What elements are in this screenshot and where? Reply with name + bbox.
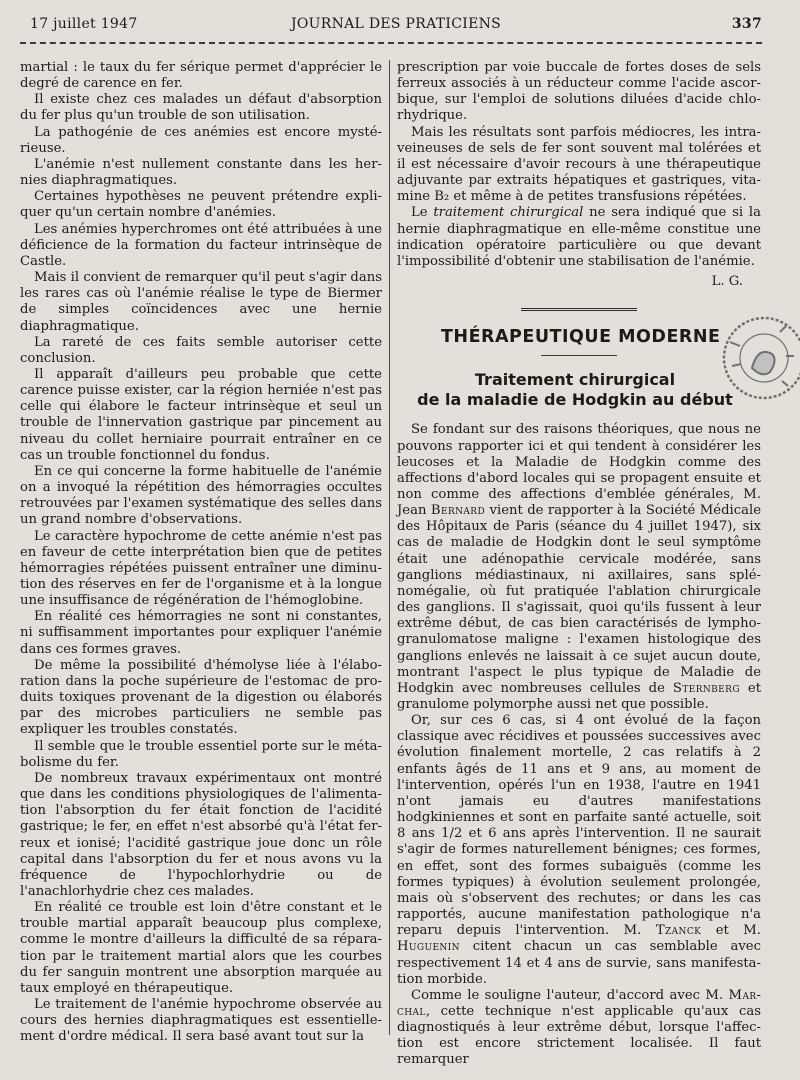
- paragraph: martial : le taux du fer sérique permet d'apprécier le degré de carence en fer.: [20, 60, 382, 92]
- paragraph: Mais il convient de remarquer qu'il peut s'agir dans les rares cas où l'anémie réalise le type de Biermer de simples coïncidences avec une hernie diaphragmatique.: [20, 270, 382, 334]
- text-run: , cette technique n'est applicable qu'aux cas diagnostiqués à leur extrême début, lorsque l'affection est encore strictement localisée. Il faut remarquer: [397, 1003, 761, 1068]
- paragraph: Il existe chez ces malades un défaut d'absorption du fer plus qu'un trouble de son utilisation.: [20, 92, 382, 124]
- page-header: [30, 16, 762, 38]
- author-name: Tzanck: [655, 923, 702, 939]
- text-run: vient de rapporter à la Société Médicale des Hôpitaux de Paris (séance du 4 juillet 1947), six cas de maladie de Hodgkin dont le seul symptôme était une adénopathie cervicale modérée, sans ganglions médiastinaux, ni axillaires, sans splénomégalie, où fut pratiquée l'ablation chirurgicale des ganglions. Il s'agissait, quoi qu'ils fussent à leur extrême début, de cas bien caractérisés de lymphogranulomatose maligne : l'examen histologique des ganglions enlevés ne laissait à ce sujet aucun doute, montrant l'aspect le plus typique de Maladie de Hodgkin avec nombreuses cellules de: [397, 503, 761, 696]
- paragraph: prescription par voie buccale de fortes doses de sels ferreux associés à un réducteur comme l'acide ascorbique, sur l'emploi de solutions diluées d'acide chlorhydrique.: [397, 60, 761, 124]
- column-divider: [389, 60, 390, 1035]
- paragraph: Le caractère hypochrome de cette anémie n'est pas en faveur de cette interprétation bien que de petites hémorragies répétées puissent entraîner une diminution des réserves en fer de l'organisme et à la longue une insuffisance de régénération de l'hémoglobine.: [20, 528, 382, 609]
- left-column: [20, 60, 382, 1046]
- paragraph: La pathogénie de ces anémies est encore mystérieuse.: [20, 124, 382, 156]
- article-title-line: de la maladie de Hodgkin au début: [417, 390, 733, 410]
- text-run: Le: [411, 205, 434, 221]
- paragraph: De même la possibilité d'hémolyse liée à l'élaboration dans la poche supérieure de l'estomac de produits toxiques provenant de la digestion ou élaborés par des microbes particuliers ne semble pas expliquer les troubles constatés.: [20, 657, 382, 738]
- paragraph: Le traitement de l'anémie hypochrome observée au cours des hernies diaphragmatiques est essentiellement d'ordre médical. Il sera basé avant tout sur la: [20, 997, 382, 1045]
- section-underline: [541, 355, 617, 356]
- article-paragraph: [397, 713, 761, 988]
- article-paragraph: [397, 422, 761, 713]
- article-title: [397, 370, 761, 410]
- author-signature: L. G.: [711, 274, 743, 290]
- text-run: Or, sur ces 6 cas, si 4 ont évolué de la façon classique avec récidives et poussées successives avec évolution finalement mortelle, 2 cas relatifs à 2 enfants âgés de 11 ans et 9 ans, au moment de l'intervention, opérés l'un en 1938, l'autre en 1941 n'ont jamais eu d'autres manifestations hodgkiniennes et sont en parfaite santé actuelle, soit 8 ans 1/2 et 6 ans après l'intervention. Il ne saurait s'agir de formes naturellement bénignes; ces formes, en effet, sont des formes subaiguës (comme les formes typiques) à évolution seulement prolongée, mais où s'observent des rechutes; or dans les cas rapportés, aucune manifestation pathologique n'a reparu depuis l'intervention. M.: [397, 713, 761, 939]
- paragraph: En réalité ce trouble est loin d'être constant et le trouble martial apparaît beaucoup plus complexe, comme le montre d'ailleurs la difficulté de sa réparation par le traitement martial alors que les courbes du fer sanguin montrent une absorption marquée au taux employé en thérapeutique.: [20, 900, 382, 996]
- text-run: ne sera indiqué que si la hernie diaphragmatique en elle-même constitue une indication opératoire particulière ou que devant l'impossibilité d'obtenir une stabilisation de l'anémie.: [397, 205, 761, 269]
- text-run: Se fondant sur des raisons théoriques, que nous ne pouvons rapporter ici et qui tendent à considérer les leucoses et la Maladie de Hodgkin comme des affections d'abord locales qui se propagent ensuite et non comme des affections d'emblée générales, M. Jean: [397, 422, 761, 519]
- paragraph-surgical-treatment: [397, 205, 761, 270]
- paragraph: Il semble que le trouble essentiel porte sur le métabolisme du fer.: [20, 738, 382, 770]
- author-name: Sternberg: [672, 680, 740, 696]
- author-name: Huguenin: [397, 939, 460, 955]
- paragraph: Les anémies hyperchromes ont été attribuées à une déficience de la formation du facteur intrinsèque de Castle.: [20, 221, 382, 269]
- right-column: [397, 60, 761, 1069]
- paragraph: Il apparaît d'ailleurs peu probable que cette carence puisse exister, car la région herniée n'est pas celle qui élabore le facteur intrinsèque et seul un trouble de l'innervation gastrique par pincement au niveau du collet herniaire pourrait entraîner en ce cas un trouble fonctionnel du fondus.: [20, 366, 382, 463]
- header-journal-title: JOURNAL DES PRATICIENS: [290, 16, 502, 32]
- emphasis-text: traitement chirurgical: [433, 205, 584, 221]
- header-rule: [20, 42, 762, 44]
- paragraph: L'anémie n'est nullement constante dans les hernies diaphragmatiques.: [20, 156, 382, 189]
- text-run: et granulome polymorphe aussi net que possible.: [397, 680, 762, 712]
- paragraph: De nombreux travaux expérimentaux ont montré que dans les conditions physiologiques de l'alimentation l'absorption du fer était fonction de l'acidité gastrique; le fer, en effet n'est absorbé qu'à l'état ferreux et ionisé; l'acidité gastrique joue donc un rôle capital dans l'absorption du fer et nous avons vu la fréquence de l'hypochlorhydrie ou de l'anachlorhydrie chez ces malades.: [20, 770, 382, 899]
- paragraph: Mais les résultats sont parfois médiocres, les intraveineuses de sels de fer sont souvent mal tolérées et il est nécessaire d'avoir recours à une thérapeutique adjuvante par extraits hépatiques et gastriques, vitamine B₂ et même à de petites transfusions répétées.: [397, 124, 761, 205]
- paragraph: Certaines hypothèses ne peuvent prétendre expliquer qu'un certain nombre d'anémies.: [20, 189, 382, 221]
- library-stamp-icon: [712, 296, 800, 418]
- text-run: Comme le souligne l'auteur, d'accord avec M.: [411, 987, 729, 1003]
- author-name: Marchal: [397, 987, 761, 1019]
- header-date: 17 juillet 1947: [30, 16, 138, 32]
- article-paragraph: [397, 988, 761, 1069]
- text-run: et M.: [701, 923, 761, 939]
- paragraph: En réalité ces hémorragies ne sont ni constantes, ni suffisamment importantes pour expliquer l'anémie dans ces formes graves.: [20, 609, 382, 657]
- author-name: Bernard: [430, 503, 486, 519]
- header-page-number: 337: [731, 16, 762, 32]
- article-title-line: Traitement chirurgical: [474, 370, 676, 390]
- text-run: citent chacun un cas semblable avec respectivement 14 et 4 ans de survie, sans manifestation morbide.: [397, 939, 761, 987]
- paragraph: La rareté de ces faits semble autoriser cette conclusion.: [20, 334, 382, 366]
- section-divider: [521, 308, 637, 313]
- paragraph: En ce qui concerne la forme habituelle de l'anémie on a invoqué la répétition des hémorragies occultes retrouvées par l'examen systématique des selles dans un grand nombre d'observations.: [20, 463, 382, 528]
- section-title: THÉRAPEUTIQUE MODERNE: [441, 327, 721, 348]
